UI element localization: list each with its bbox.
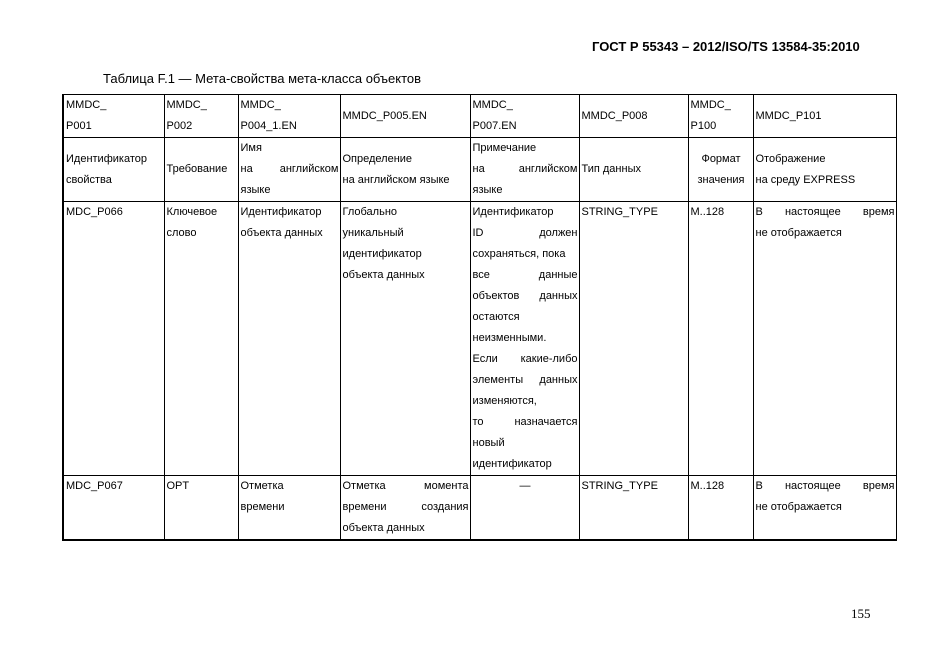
- table-caption: Таблица F.1 — Мета-свойства мета-класса объектов: [103, 71, 422, 86]
- row-name: Идентификатор объекта данных: [238, 202, 340, 476]
- document-standard-header: ГОСТ Р 55343 – 2012/ISO/TS 13584-35:2010: [592, 39, 860, 54]
- code-cell: MMDC_ P007.EN: [470, 95, 579, 138]
- name-cell: Требование: [164, 138, 238, 202]
- row-id: MDC_P066: [63, 202, 164, 476]
- code-cell: MMDC_ P100: [688, 95, 753, 138]
- code-cell: MMDC_P008: [579, 95, 688, 138]
- name-cell: Имя на английском языке: [238, 138, 340, 202]
- row-type: STRING_TYPE: [579, 202, 688, 476]
- row-format: M..128: [688, 476, 753, 541]
- row-note: —: [470, 476, 579, 541]
- code-cell: MMDC_P005.EN: [340, 95, 470, 138]
- name-cell: Примечание на английском языке: [470, 138, 579, 202]
- row-type: STRING_TYPE: [579, 476, 688, 541]
- table-row: [63, 476, 896, 541]
- name-cell: Определение на английском языке: [340, 138, 470, 202]
- row-name: Отметка времени: [238, 476, 340, 541]
- metaproperties-table: [62, 94, 897, 541]
- row-definition: Глобально уникальный идентификатор объекта данных: [340, 202, 470, 476]
- header-row-names: [63, 138, 896, 202]
- code-cell: MMDC_ P004_1.EN: [238, 95, 340, 138]
- name-cell: Формат значения: [688, 138, 753, 202]
- name-cell: Тип данных: [579, 138, 688, 202]
- row-note: Идентификатор ID должен сохраняться, пока все данные объектов данных остаются неизменными. Если какие-либо элементы данных изменяются, то назначается новый идентификатор: [470, 202, 579, 476]
- row-definition: Отметка момента времени создания объекта данных: [340, 476, 470, 541]
- row-format: M..128: [688, 202, 753, 476]
- name-cell: Отображение на среду EXPRESS: [753, 138, 896, 202]
- code-cell: MMDC_P101: [753, 95, 896, 138]
- table-row: [63, 202, 896, 476]
- row-express: В настоящее время не отображается: [753, 476, 896, 541]
- row-requirement: Ключевое слово: [164, 202, 238, 476]
- row-id: MDC_P067: [63, 476, 164, 541]
- row-express: В настоящее время не отображается: [753, 202, 896, 476]
- header-row-codes: [63, 95, 896, 138]
- row-requirement: OPT: [164, 476, 238, 541]
- name-cell: Идентификатор свойства: [63, 138, 164, 202]
- code-cell: MMDC_ P002: [164, 95, 238, 138]
- page-number: 155: [851, 606, 871, 621]
- code-cell: MMDC_ P001: [63, 95, 164, 138]
